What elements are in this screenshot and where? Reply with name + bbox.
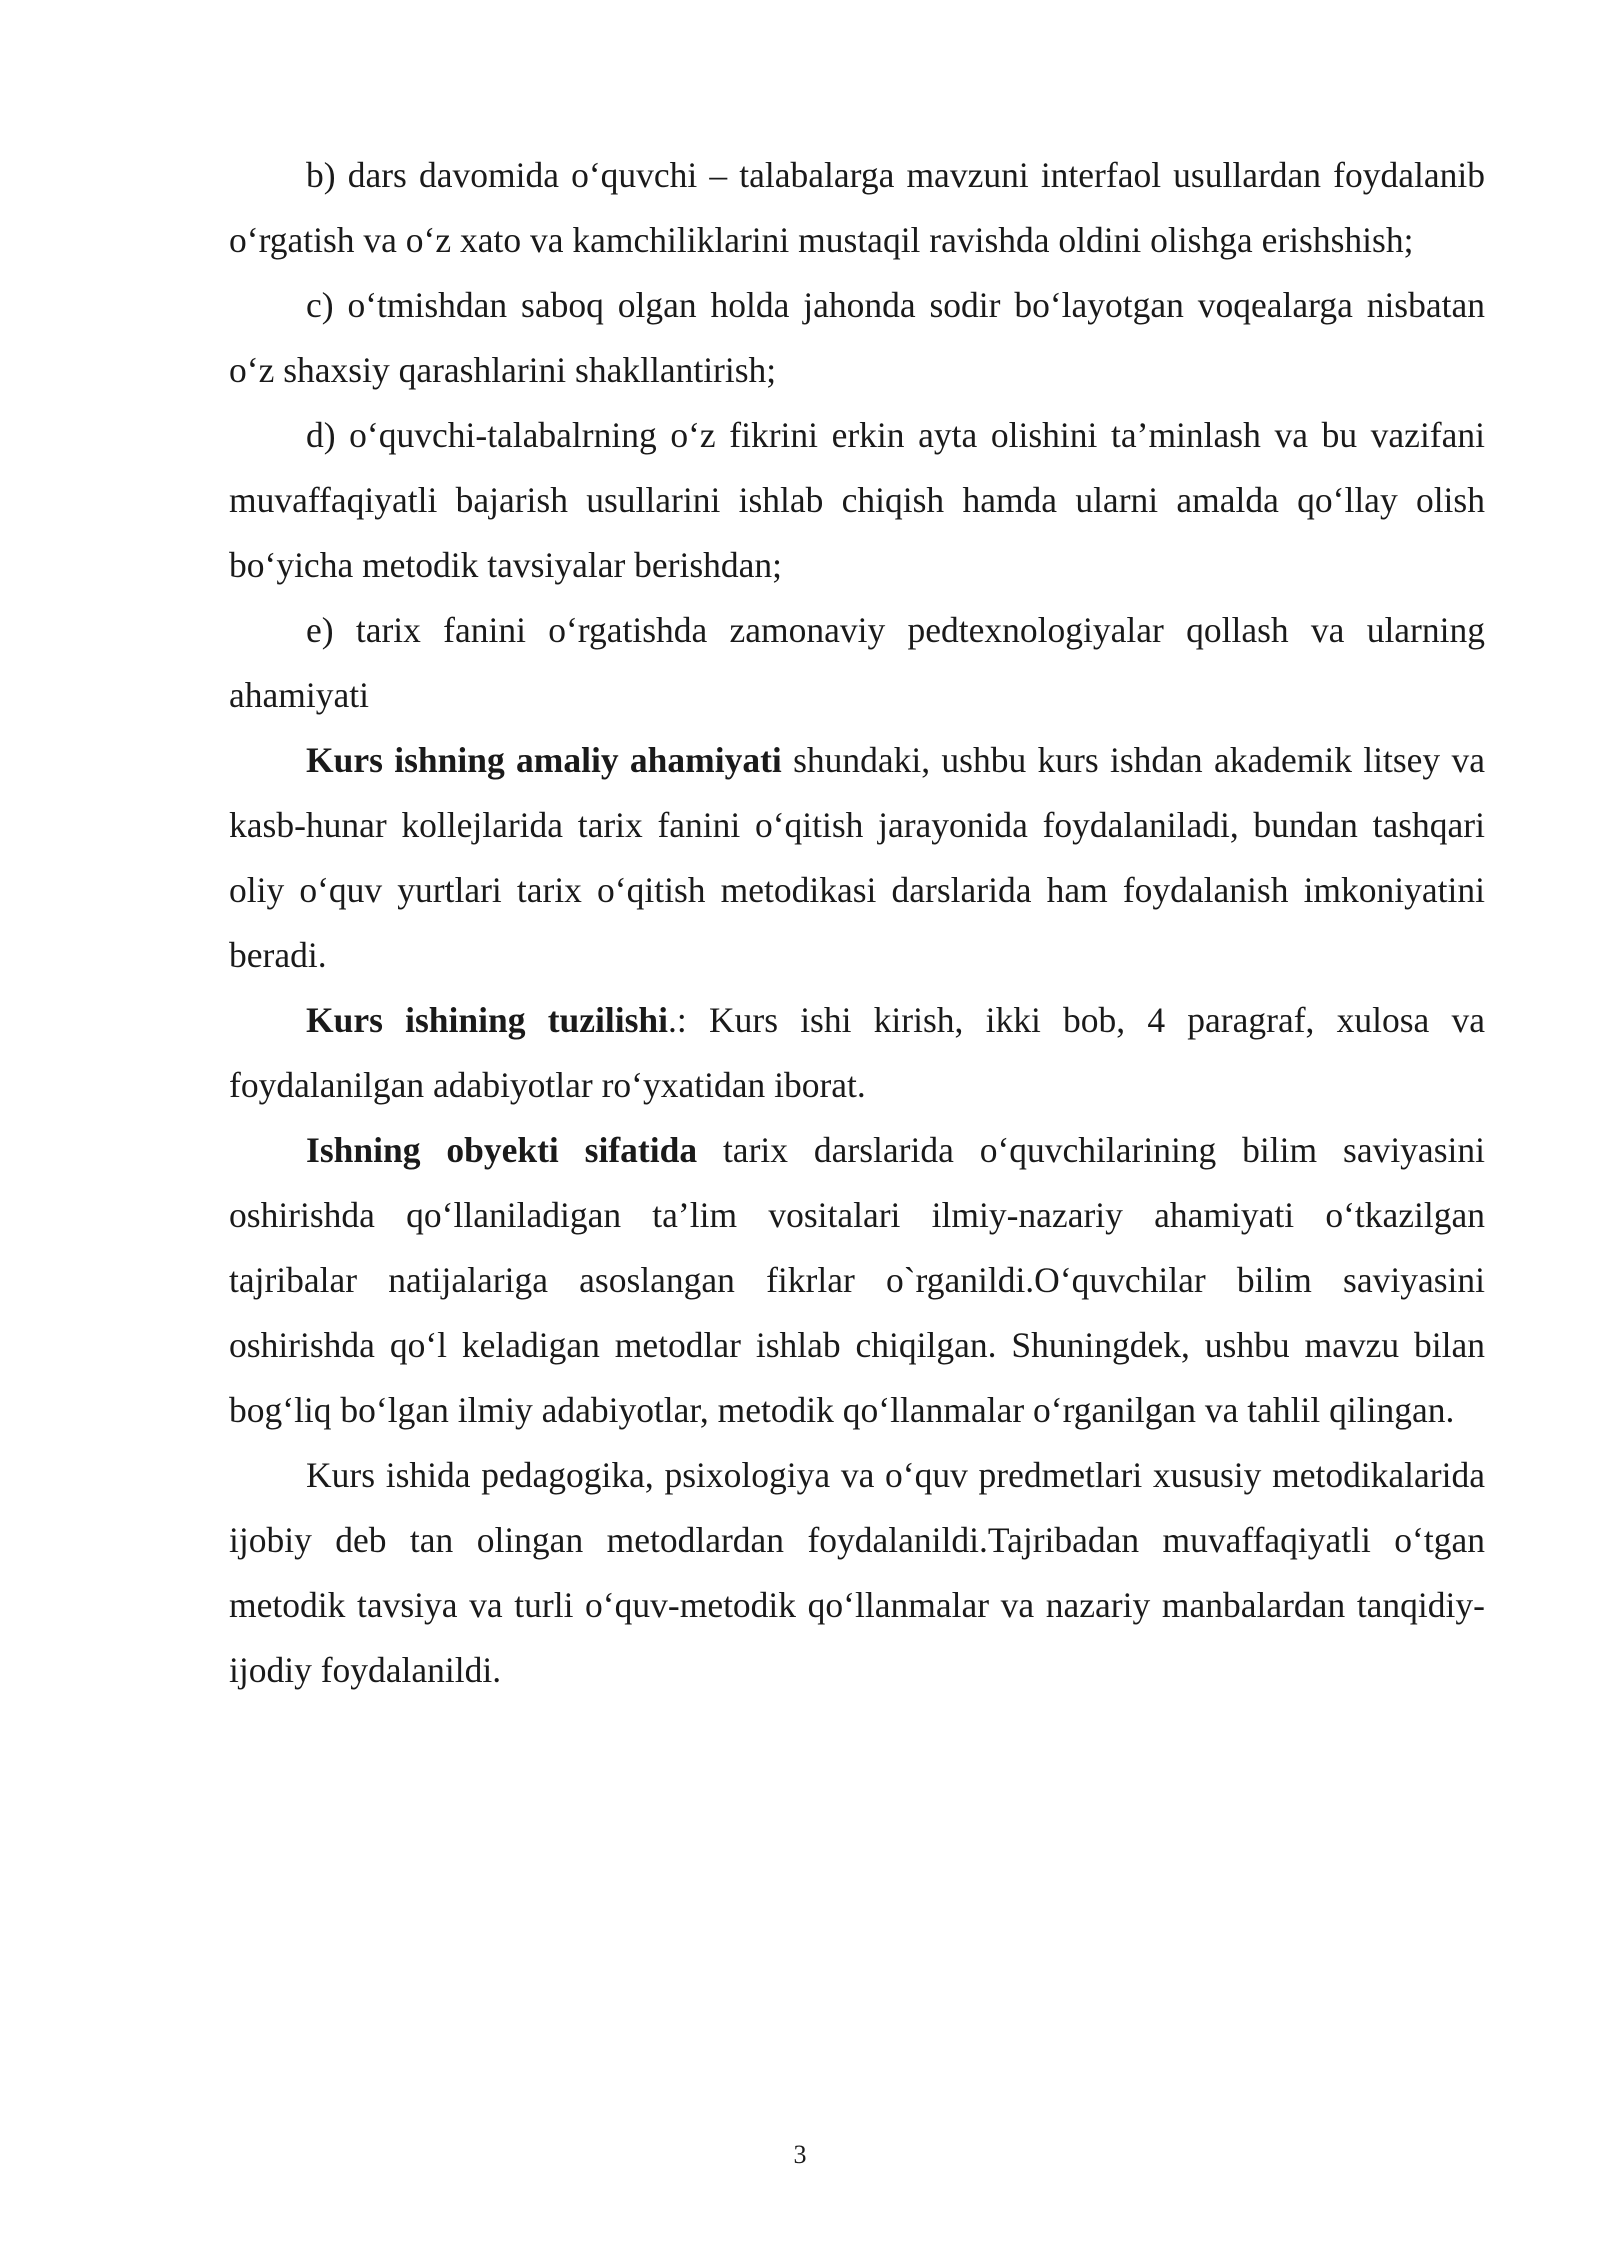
paragraph-practical-significance — [229, 728, 1485, 988]
paragraph-text: d) o‘quvchi-talabalrning o‘z fikrini erkin ayta olishini ta’minlash va bu vazifani muvaffaqiyatli bajarish usullarini ishlab chiqish hamda ularni amalda qo‘llay olish bo‘yicha metodik tavsiyalar berishdan; — [229, 415, 1485, 585]
paragraph-text: tarix darslarida o‘quvchilarining bilim saviyasini oshirishda qo‘llaniladigan ta’lim vositalari ilmiy-nazariy ahamiyati o‘tkazilgan tajribalar natijalariga asoslangan fikrlar o`rganildi.O‘quvchilar bilim saviyasini oshirishda qo‘l keladigan metodlar ishlab chiqilgan. Shuningdek, ushbu mavzu bilan bog‘liq bo‘lgan ilmiy adabiyotlar, metodik qo‘llanmalar o‘rganilgan va tahlil qilingan. — [229, 1130, 1485, 1430]
paragraph-text: c) o‘tmishdan saboq olgan holda jahonda sodir bo‘layotgan voqealarga nisbatan o‘z shaxsiy qarashlarini shakllantirish; — [229, 285, 1485, 390]
paragraph-item-d — [229, 403, 1485, 598]
paragraph-heading: Kurs ishning amaliy ahamiyati — [306, 740, 782, 780]
page-number: 3 — [793, 2140, 807, 2169]
paragraph-item-b — [229, 143, 1485, 273]
paragraph-heading: Kurs ishining tuzilishi — [306, 1000, 669, 1040]
paragraph-item-c — [229, 273, 1485, 403]
body-text — [229, 143, 1485, 1703]
paragraph-structure — [229, 988, 1485, 1118]
paragraph-text: b) dars davomida o‘quvchi – talabalarga mavzuni interfaol usullardan foydalanib o‘rgatish va o‘z xato va kamchiliklarini mustaqil ravishda oldini olishga erishshish; — [229, 155, 1485, 260]
paragraph-text: Kurs ishida pedagogika, psixologiya va o‘quv predmetlari xususiy metodikalarida ijobiy deb tan olingan metodlardan foydalanildi.Tajribadan muvaffaqiyatli o‘tgan metodik tavsiya va turli o‘quv-metodik qo‘llanmalar va nazariy manbalardan tanqidiy-ijodiy foydalanildi. — [229, 1455, 1485, 1690]
paragraph-item-e — [229, 598, 1485, 728]
paragraph-object — [229, 1118, 1485, 1443]
paragraph-methods — [229, 1443, 1485, 1703]
paragraph-text: shundaki, ushbu kurs ishdan akademik litsey va kasb-hunar kollejlarida tarix fanini o‘qitish jarayonida foydalaniladi, bundan tashqari oliy o‘quv yurtlari tarix o‘qitish metodikasi darslarida ham foydalanish imkoniyatini beradi. — [229, 740, 1485, 975]
paragraph-text: e) tarix fanini o‘rgatishda zamonaviy pedtexnologiyalar qollash va ularning ahamiyati — [229, 610, 1485, 715]
paragraph-text: .: Kurs ishi kirish, ikki bob, 4 paragraf, xulosa va foydalanilgan adabiyotlar ro‘yxatidan iborat. — [229, 1000, 1485, 1105]
paragraph-heading: Ishning obyekti sifatida — [306, 1130, 698, 1170]
